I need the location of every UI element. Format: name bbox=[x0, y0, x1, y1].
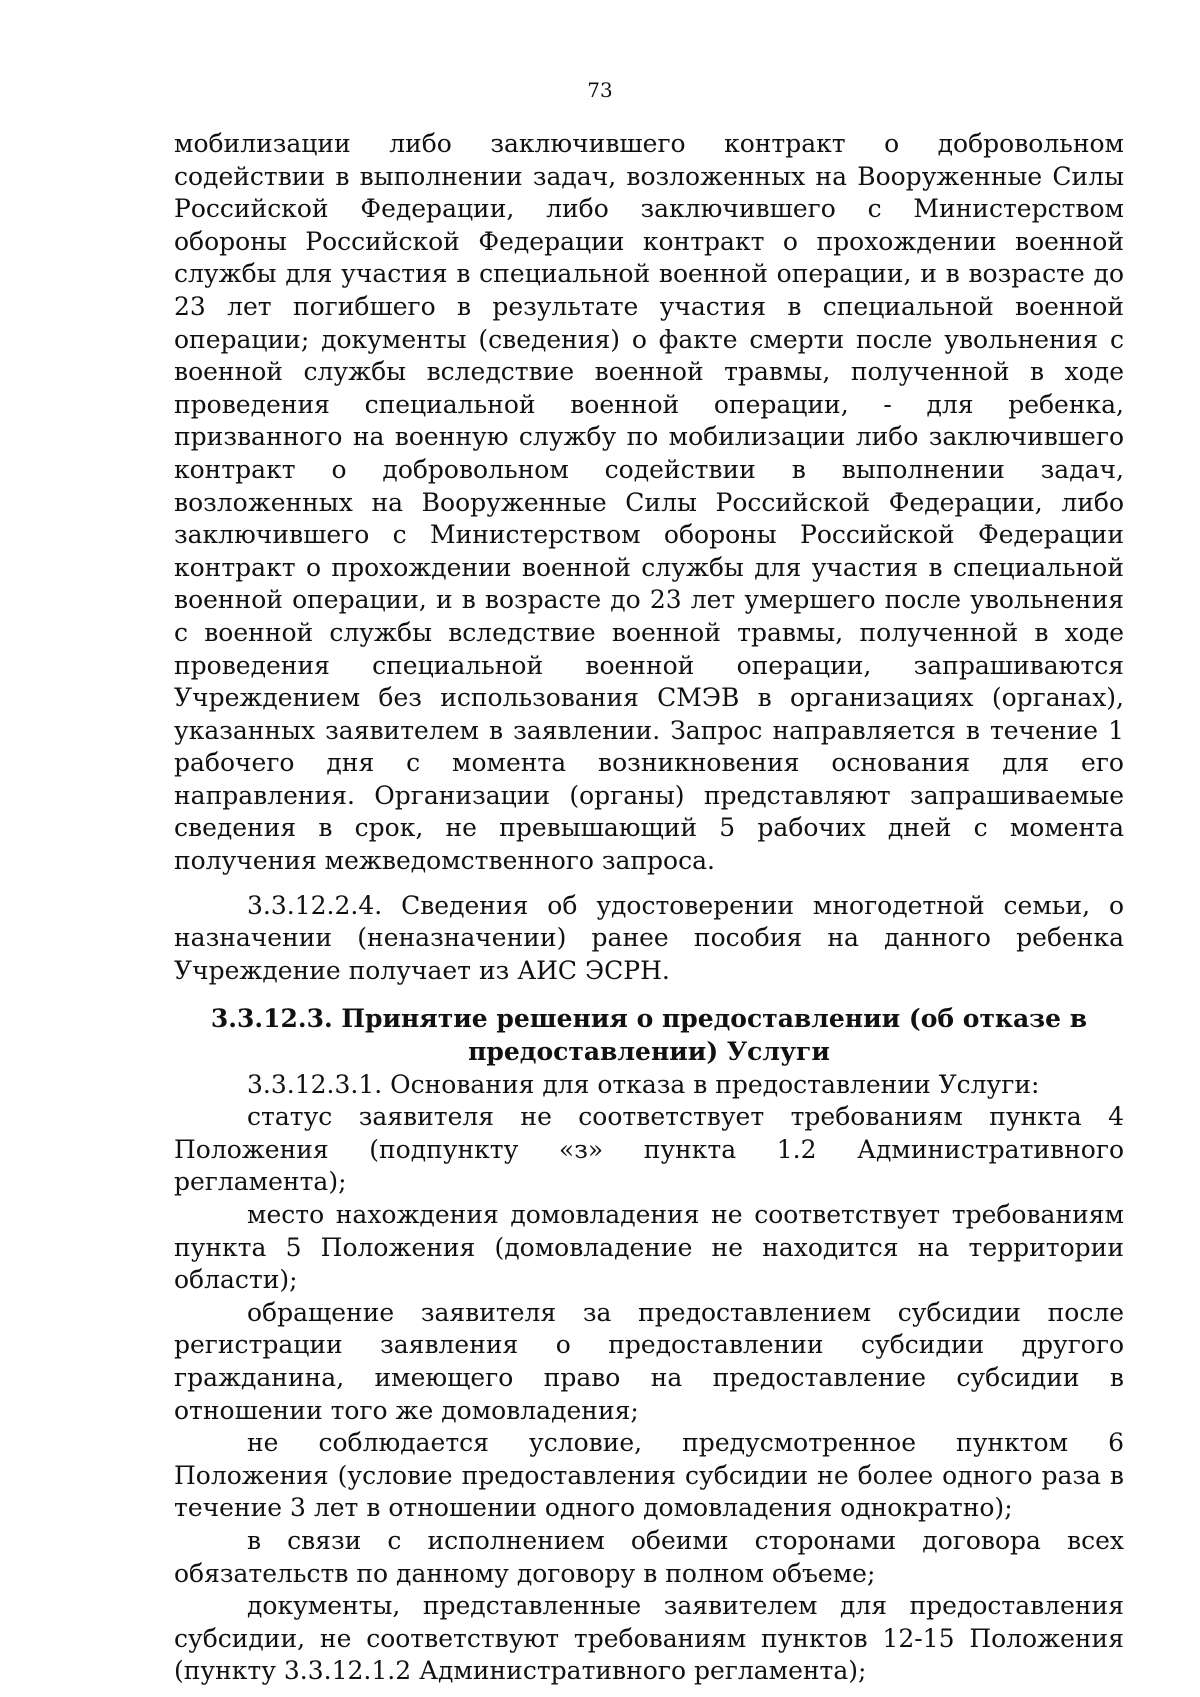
document-body bbox=[174, 128, 1124, 1688]
section-heading-3-3-12-3 bbox=[174, 1003, 1124, 1068]
refusal-ground-item: обращение заявителя за предоставлением субсидии после регистрации заявления о предоставлении субсидии другого гражданина, имеющего право на предоставление субсидии в отношении того же домовладения; bbox=[174, 1297, 1124, 1425]
section-heading-line-1: 3.3.12.3. Принятие решения о предоставлении (об отказе в bbox=[210, 1004, 1088, 1034]
page-number: 73 bbox=[587, 78, 613, 102]
paragraph-3-3-12-2-4: 3.3.12.2.4. Сведения об удостоверении многодетной семьи, о назначении (неназначении) ранее пособия на данного ребенка Учреждение получает из АИС ЭСРН. bbox=[174, 890, 1124, 985]
refusal-ground-item: документы, представленные заявителем для предоставления субсидии, не соответствуют требованиям пунктов 12-15 Положения (пункту 3.3.12.1.2 Административного регламента); bbox=[174, 1591, 1124, 1686]
section-heading-line-2: предоставлении) Услуги bbox=[468, 1037, 830, 1067]
paragraph-continuation: мобилизации либо заключившего контракт о добровольном содействии в выполнении задач, возложенных на Вооруженные Силы Российской Федерации, либо заключившего с Министерством обороны Российской Федерации контракт о прохождении военной службы для участия в специальной военной операции, и в возрасте до 23 лет погибшего в результате участия в специальной военной операции; документы (сведения) о факте смерти после увольнения с военной службы вследствие военной травмы, полученной в ходе проведения специальной военной операции, - для ребенка, призванного на военную службу по мобилизации либо заключившего контракт о добровольном содействии в выполнении задач, возложенных на Вооруженные Силы Российской Федерации, либо заключившего с Министерством обороны Российской Федерации контракт о прохождении военной службы для участия в специальной военной операции, и в возрасте до 23 лет умершего после увольнения с военной службы вследствие военной травмы, полученной в ходе проведения специальной военной операции, запрашиваются Учреждением без использования СМЭВ в организациях (органах), указанных заявителем в заявлении. Запрос направляется в течение 1 рабочего дня с момента возникновения основания для его направления. Организации (органы) представляют запрашиваемые сведения в срок, не превышающий 5 рабочих дней с момента получения межведомственного запроса. bbox=[174, 129, 1124, 876]
refusal-ground-item: не соблюдается условие, предусмотренное пунктом 6 Положения (условие предоставления субсидии не более одного раза в течение 3 лет в отношении одного домовладения однократно); bbox=[174, 1428, 1124, 1523]
paragraph-3-3-12-3-1: 3.3.12.3.1. Основания для отказа в предоставлении Услуги: bbox=[247, 1069, 1040, 1099]
refusal-ground-item: место нахождения домовладения не соответствует требованиям пункта 5 Положения (домовладение не находится на территории области); bbox=[174, 1200, 1124, 1295]
refusal-ground-item: в связи с исполнением обеими сторонами договора всех обязательств по данному договору в полном объеме; bbox=[174, 1525, 1124, 1588]
refusal-ground-item: статус заявителя не соответствует требованиям пункта 4 Положения (подпункту «з» пункта 1.2 Административного регламента); bbox=[174, 1102, 1124, 1197]
